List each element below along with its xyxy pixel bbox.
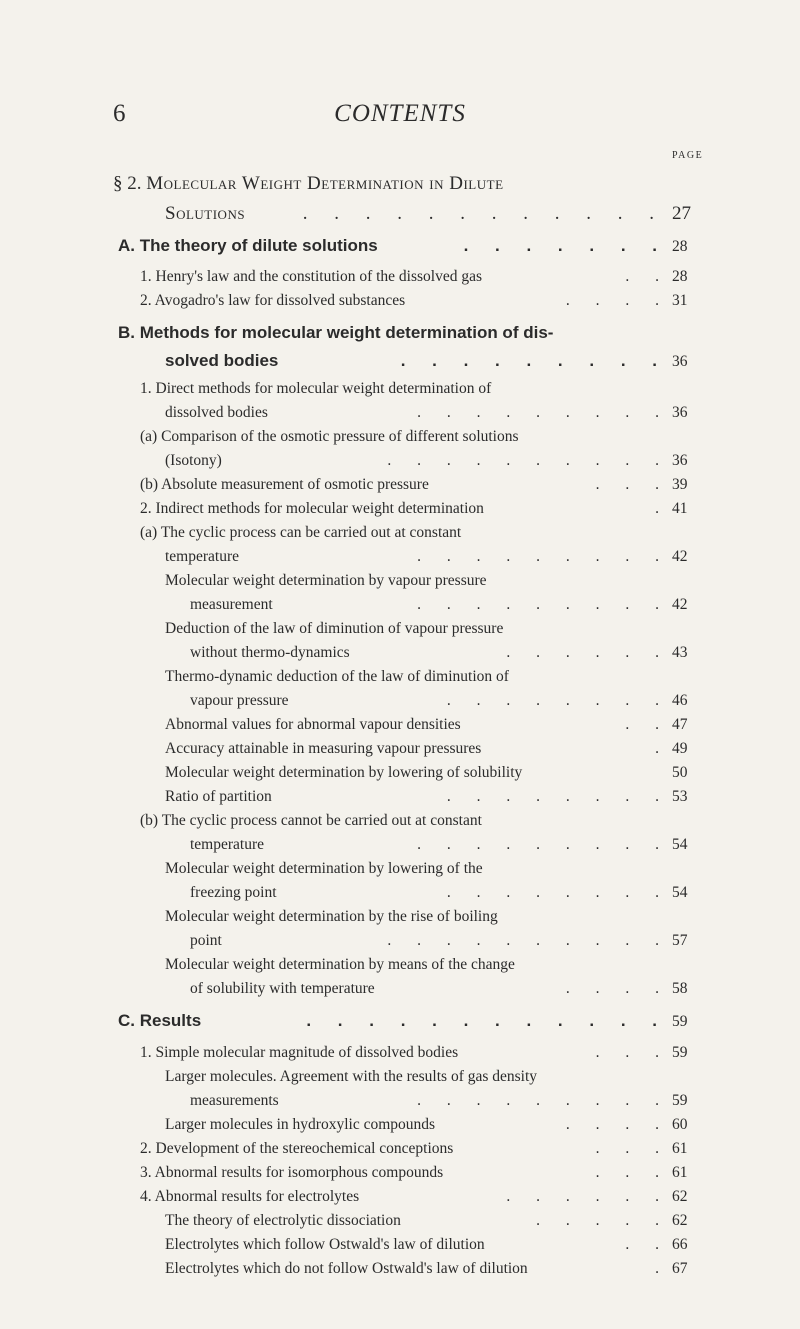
leader-dots: . . . . . . . . . xyxy=(417,596,670,613)
page-number: 6 xyxy=(113,100,126,127)
toc-page: 42 xyxy=(672,596,688,613)
leader-dots: . . xyxy=(625,716,670,733)
leader-dots: . . . . . . . . . xyxy=(417,548,670,565)
toc-line xyxy=(165,714,670,736)
toc-text: Molecular weight determination by lowering of the xyxy=(165,860,483,877)
leader-dots: . . . . xyxy=(565,292,670,309)
toc-page: 53 xyxy=(672,788,688,805)
toc-text: Larger molecules. Agreement with the results of gas density xyxy=(165,1068,538,1085)
toc-text: Thermo-dynamic deduction of the law of diminution of xyxy=(165,668,509,685)
toc-page: 31 xyxy=(672,292,688,309)
leader-dots: . . . . . xyxy=(536,1212,670,1229)
toc-page: 50 xyxy=(672,764,688,781)
leader-dots: . . . . . . . . . . xyxy=(387,932,670,949)
leader-dots: . . . . . . . . . xyxy=(417,1092,670,1109)
toc-line xyxy=(165,618,503,640)
toc-text: Direct methods for molecular weight determination of xyxy=(155,380,492,397)
toc-number: 1. xyxy=(140,1044,152,1061)
leader-dots: . xyxy=(655,500,670,517)
toc-text: Accuracy attainable in measuring vapour pressures xyxy=(165,740,482,757)
toc-line xyxy=(165,1210,670,1232)
toc-text: Abnormal results for isomorphous compounds xyxy=(154,1164,444,1181)
toc-line xyxy=(140,1042,670,1064)
toc-text: Results xyxy=(139,1011,202,1030)
toc-line xyxy=(165,666,509,688)
toc-page: 62 xyxy=(672,1188,688,1205)
toc-text: Ratio of partition xyxy=(165,788,272,805)
toc-line xyxy=(165,1066,537,1088)
toc-page: 36 xyxy=(672,353,688,370)
leader-dots: . . . . . . . . . xyxy=(417,836,670,853)
toc-line xyxy=(165,1258,670,1280)
toc-text: The cyclic process can be carried out at constant xyxy=(160,524,462,541)
toc-text: vapour pressure xyxy=(190,692,289,709)
toc-text: temperature xyxy=(190,836,265,853)
toc-line xyxy=(165,906,498,928)
toc-text: Abnormal values for abnormal vapour densities xyxy=(165,716,461,733)
toc-line xyxy=(190,642,670,664)
toc-line xyxy=(140,810,482,832)
toc-text: point xyxy=(190,932,222,949)
toc-text: Methods for molecular weight determination of dis- xyxy=(139,323,554,342)
toc-text: Larger molecules in hydroxylic compounds xyxy=(165,1116,436,1133)
toc-line xyxy=(140,474,670,496)
toc-page: 49 xyxy=(672,740,688,757)
leader-dots: . . . xyxy=(595,1140,670,1157)
toc-page: 27 xyxy=(672,203,691,224)
toc-text: Henry's law and the constitution of the dissolved gas xyxy=(155,268,483,285)
toc-page: 57 xyxy=(672,932,688,949)
leader-dots: . xyxy=(655,740,670,757)
toc-text: The cyclic process cannot be carried out at constant xyxy=(161,812,482,829)
toc-line xyxy=(165,546,670,568)
toc-text: solved bodies xyxy=(165,351,279,370)
toc-line xyxy=(140,1186,670,1208)
toc-line xyxy=(165,350,668,372)
toc-number: B. xyxy=(118,323,135,342)
leader-dots: . . . . . . . . . . . . xyxy=(306,1011,668,1030)
toc-page: 46 xyxy=(672,692,688,709)
toc-line xyxy=(165,1234,670,1256)
toc-text: measurements xyxy=(190,1092,279,1109)
toc-page: 36 xyxy=(672,452,688,469)
toc-line xyxy=(165,1114,670,1136)
leader-dots: . . . . . . . . xyxy=(446,884,670,901)
toc-page: 42 xyxy=(672,548,688,565)
toc-text: measurement xyxy=(190,596,273,613)
leader-dots: . . . xyxy=(595,1164,670,1181)
toc-number: 2. xyxy=(140,1140,152,1157)
toc-text: Electrolytes which do not follow Ostwald's law of dilution xyxy=(165,1260,528,1277)
toc-page: 39 xyxy=(672,476,688,493)
toc-line xyxy=(190,930,670,952)
toc-text: Molecular weight determination by the rise of boiling xyxy=(165,908,498,925)
leader-dots: . . xyxy=(625,268,670,285)
toc-line xyxy=(190,882,670,904)
toc-line xyxy=(140,522,461,544)
toc-line xyxy=(190,594,670,616)
toc-text: Avogadro's law for dissolved substances xyxy=(154,292,406,309)
toc-line xyxy=(140,1162,670,1184)
toc-number: (b) xyxy=(140,812,159,829)
leader-dots: . . . . . . . . . xyxy=(400,351,668,370)
toc-page: 61 xyxy=(672,1164,688,1181)
leader-dots: . . . . . . . . . . . . xyxy=(302,203,665,224)
toc-page: 58 xyxy=(672,980,688,997)
leader-dots: . . . . . . . . . xyxy=(417,404,670,421)
toc-page: 28 xyxy=(672,238,688,255)
leader-dots: . . . . . . . xyxy=(463,236,668,255)
toc-text: freezing point xyxy=(190,884,277,901)
leader-dots: . . xyxy=(625,1236,670,1253)
toc-page: 47 xyxy=(672,716,688,733)
leader-dots: . . . xyxy=(595,476,670,493)
toc-text: Molecular weight determination by vapour pressure xyxy=(165,572,487,589)
toc-line xyxy=(165,762,522,784)
toc-line xyxy=(165,450,670,472)
toc-page: 67 xyxy=(672,1260,688,1277)
toc-text: Comparison of the osmotic pressure of different solutions xyxy=(161,428,519,445)
toc-page: 59 xyxy=(672,1013,688,1030)
toc-page: 61 xyxy=(672,1140,688,1157)
running-title: CONTENTS xyxy=(334,100,466,127)
toc-text: The theory of dilute solutions xyxy=(139,236,378,255)
toc-line xyxy=(190,834,670,856)
toc-page: 41 xyxy=(672,500,688,517)
toc-line xyxy=(113,173,504,195)
toc-number: 1. xyxy=(140,268,152,285)
toc-line xyxy=(165,858,483,880)
leader-dots: . xyxy=(655,1260,670,1277)
toc-number: (b) xyxy=(140,476,159,493)
leader-dots: . . . . xyxy=(565,1116,670,1133)
leader-dots: . . . . . . xyxy=(506,644,670,661)
toc-text: Electrolytes which follow Ostwald's law of dilution xyxy=(165,1236,485,1253)
toc-text: Molecular Weight Determination in Dilute xyxy=(146,173,504,194)
toc-text: of solubility with temperature xyxy=(190,980,375,997)
toc-line xyxy=(165,402,670,424)
leader-dots: . . . . xyxy=(565,980,670,997)
toc-number: 2. xyxy=(140,292,152,309)
toc-line xyxy=(140,1138,670,1160)
leader-dots: . . . xyxy=(595,1044,670,1061)
toc-text: Deduction of the law of diminution of vapour pressure xyxy=(165,620,504,637)
toc-line xyxy=(165,786,670,808)
toc-number: (a) xyxy=(140,524,158,541)
toc-page: 54 xyxy=(672,884,688,901)
leader-dots: . . . . . . . . . . xyxy=(387,452,670,469)
toc-number: § 2. xyxy=(113,173,142,194)
toc-text: Simple molecular magnitude of dissolved bodies xyxy=(155,1044,459,1061)
toc-line xyxy=(140,290,670,312)
toc-number: (a) xyxy=(140,428,158,445)
toc-number: 2. xyxy=(140,500,152,517)
toc-line xyxy=(118,235,668,257)
toc-page: 60 xyxy=(672,1116,688,1133)
toc-line xyxy=(190,1090,670,1112)
toc-line xyxy=(140,378,491,400)
toc-number: 4. xyxy=(140,1188,152,1205)
leader-dots: . . . . . . . . xyxy=(446,692,670,709)
toc-line xyxy=(118,1010,668,1032)
toc-page: 54 xyxy=(672,836,688,853)
toc-number: 1. xyxy=(140,380,152,397)
toc-line xyxy=(165,570,487,592)
toc-line xyxy=(140,426,519,448)
toc-line xyxy=(165,954,515,976)
toc-page: 43 xyxy=(672,644,688,661)
leader-dots: . . . . . . xyxy=(506,1188,670,1205)
toc-page: 36 xyxy=(672,404,688,421)
leader-dots: . . . . . . . . xyxy=(446,788,670,805)
toc-page: 66 xyxy=(672,1236,688,1253)
toc-text: Absolute measurement of osmotic pressure xyxy=(161,476,429,493)
toc-line xyxy=(140,266,670,288)
toc-text: Indirect methods for molecular weight determination xyxy=(155,500,484,517)
toc-text: Molecular weight determination by means of the change xyxy=(165,956,515,973)
toc-text: Abnormal results for electrolytes xyxy=(154,1188,360,1205)
toc-number: A. xyxy=(118,236,135,255)
toc-text: without thermo-dynamics xyxy=(190,644,350,661)
toc-number: 3. xyxy=(140,1164,152,1181)
toc-text: (Isotony) xyxy=(165,452,222,469)
toc-line xyxy=(165,203,665,225)
toc-line xyxy=(140,498,670,520)
page-header xyxy=(0,100,800,140)
toc-line xyxy=(190,690,670,712)
toc-text: Molecular weight determination by lowering of solubility xyxy=(165,764,523,781)
toc-line xyxy=(165,738,670,760)
toc-line xyxy=(190,978,670,1000)
toc-page: 28 xyxy=(672,268,688,285)
toc-page: 62 xyxy=(672,1212,688,1229)
page-column-label: PAGE xyxy=(672,150,704,161)
toc-page: 59 xyxy=(672,1044,688,1061)
toc-line xyxy=(118,322,553,344)
toc-text: The theory of electrolytic dissociation xyxy=(165,1212,401,1229)
toc-page: 59 xyxy=(672,1092,688,1109)
toc-text: dissolved bodies xyxy=(165,404,268,421)
toc-text: Development of the stereochemical conceptions xyxy=(155,1140,454,1157)
toc-number: C. xyxy=(118,1011,135,1030)
toc-text: Solutions xyxy=(165,203,246,224)
toc-text: temperature xyxy=(165,548,240,565)
